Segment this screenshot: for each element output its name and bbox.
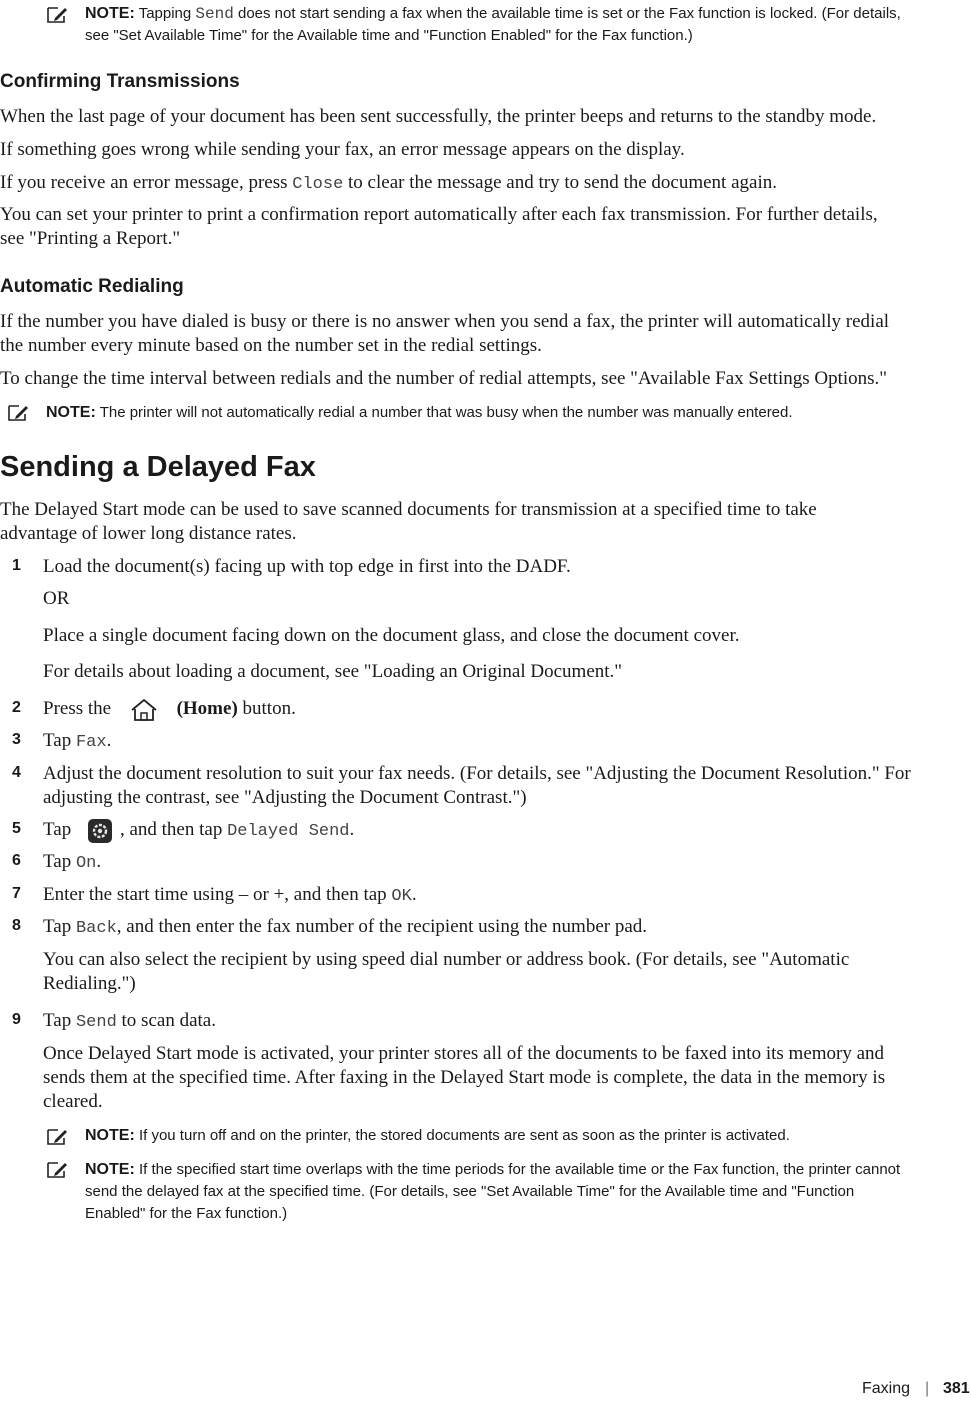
- step-text: Tap Back, and then enter the fax number of the recipient using the number pad.: [43, 916, 648, 938]
- pencil-note-icon: [44, 1160, 70, 1180]
- step-number: 9: [12, 1011, 21, 1028]
- step-number: 8: [12, 917, 21, 934]
- step-text: Tap Send to scan data.: [43, 1010, 216, 1032]
- note-label: NOTE:: [85, 5, 135, 22]
- step-text: OR: [43, 588, 70, 609]
- section-heading-confirming: Confirming Transmissions: [0, 71, 240, 92]
- step-text: Load the document(s) facing up with top edge in first into the DADF.: [43, 556, 571, 577]
- step-number: 5: [12, 820, 21, 837]
- gear-icon: [82, 819, 118, 843]
- step-text: Tap On.: [43, 851, 102, 873]
- paragraph: The Delayed Start mode can be used to save scanned documents for transmission at a specified time to take advantage of lower long distance rates.: [0, 499, 817, 544]
- page-number: 381: [943, 1380, 970, 1397]
- step-text: Adjust the document resolution to suit your fax needs. (For details, see "Adjusting the Document Resolution." For adjusting the contrast, see "Adjusting the Document Contrast."): [43, 763, 911, 808]
- step-number: 7: [12, 885, 21, 902]
- step-text: Once Delayed Start mode is activated, your printer stores all of the documents to be faxed into its memory and sends them at the specified time. After faxing in the Delayed Start mode is complete, the data in the memory is cleared.: [43, 1043, 886, 1112]
- paragraph: When the last page of your document has been sent successfully, the printer beeps and returns to the standby mode.: [0, 106, 877, 127]
- step-text: You can also select the recipient by using speed dial number or address book. (For details, see "Automatic Redialing."): [43, 949, 850, 994]
- step-text: Tap Fax.: [43, 730, 112, 752]
- section-heading-redialing: Automatic Redialing: [0, 276, 184, 297]
- note-overlap: NOTE: If the specified start time overlaps with the time periods for the available time or the Fax function, the printer cannot send the delayed fax at the specified time. (For details, see "Set Available Time" for the Available time and "Function Enabled" for the Fax function.): [85, 1161, 901, 1222]
- paragraph: If the number you have dialed is busy or there is no answer when you send a fax, the printer will automatically redial the number every minute based on the number set in the redial settings.: [0, 311, 890, 356]
- note-redial: NOTE: The printer will not automatically redial a number that was busy when the number was manually entered.: [46, 404, 793, 421]
- paragraph: You can set your printer to print a confirmation report automatically after each fax transmission. For further details, see "Printing a Report.": [0, 204, 878, 249]
- step-number: 6: [12, 852, 21, 869]
- step-text: For details about loading a document, see "Loading an Original Document.": [43, 661, 623, 682]
- step-number: 1: [12, 557, 21, 574]
- step-number: 2: [12, 699, 21, 716]
- page-title: Sending a Delayed Fax: [0, 451, 316, 483]
- pencil-note-icon: [5, 403, 31, 423]
- footer-section: Faxing: [862, 1380, 911, 1397]
- step-number: 4: [12, 764, 21, 781]
- note-power: NOTE: If you turn off and on the printer, the stored documents are sent as soon as the printer is activated.: [85, 1127, 790, 1144]
- paragraph: If you receive an error message, press Close to clear the message and try to send the document again.: [0, 172, 777, 194]
- footer-separator: |: [925, 1380, 930, 1397]
- pencil-note-icon: [44, 5, 70, 25]
- paragraph: To change the time interval between redials and the number of redial attempts, see "Available Fax Settings Options.": [0, 368, 888, 389]
- step-text: Enter the start time using – or +, and then tap OK.: [43, 884, 417, 906]
- home-icon: [119, 698, 169, 722]
- step-text: Press the (Home) button.: [43, 697, 296, 722]
- paragraph: If something goes wrong while sending your fax, an error message appears on the display.: [0, 139, 685, 160]
- step-text: Place a single document facing down on the document glass, and close the document cover.: [43, 625, 740, 646]
- step-number: 3: [12, 731, 21, 748]
- note-top: NOTE: Tapping Send does not start sending a fax when the available time is set or the Fax function is locked. (For details, see "Set Available Time" for the Available time and "Function Enabled" for the Fax function.): [85, 5, 901, 44]
- step-text: Tap , and then tap Delayed Send.: [43, 819, 355, 841]
- pencil-note-icon: [44, 1127, 70, 1147]
